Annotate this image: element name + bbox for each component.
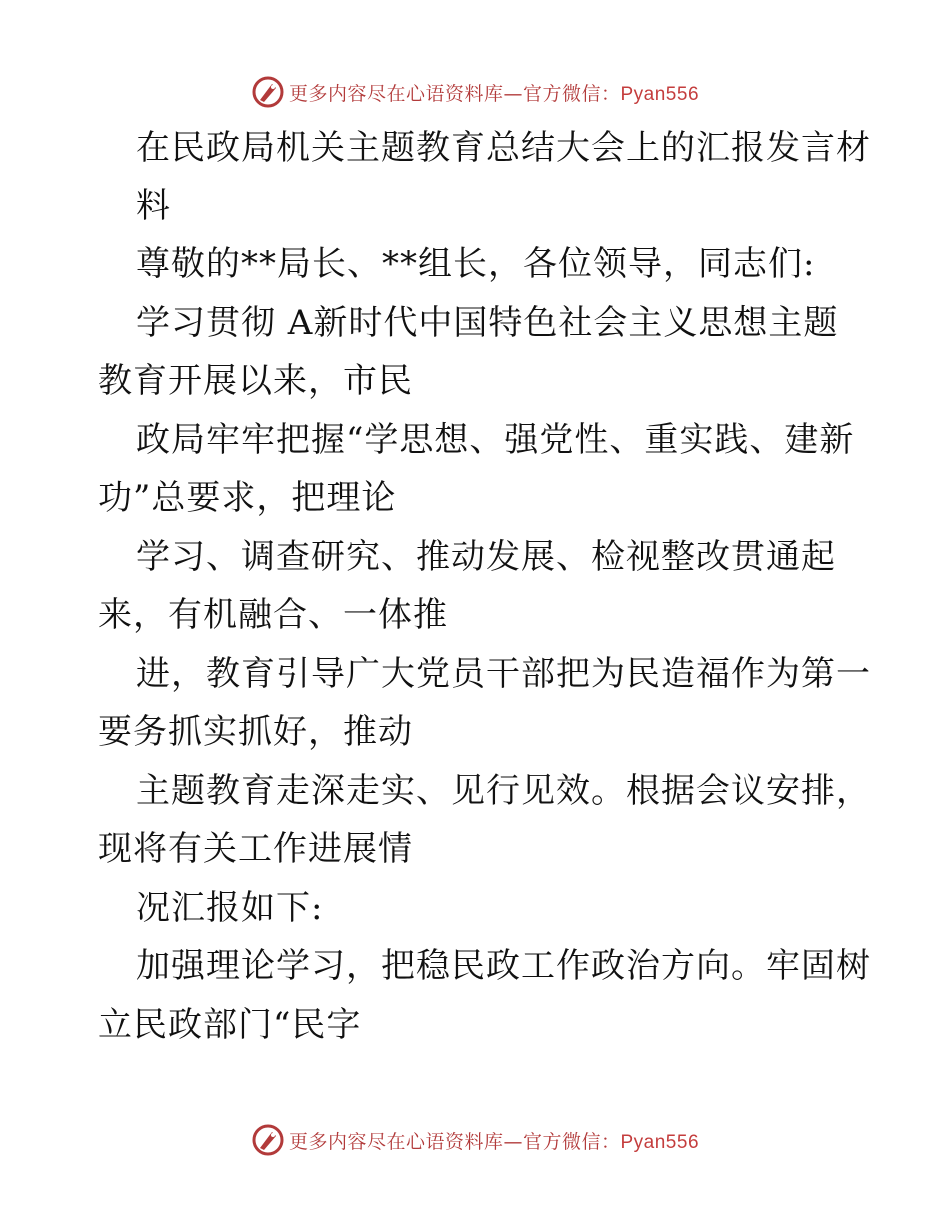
doc-paragraph-line: 学习、调查研究、推动发展、检视整改贯通起	[136, 537, 836, 577]
doc-paragraph-line: 况汇报如下:	[136, 888, 324, 928]
watermark-text: 更多内容尽在心语资料库	[288, 82, 504, 105]
doc-paragraph-line: 政局牢牢把握“学思想、强党性、重实践、建新	[136, 420, 855, 460]
doc-paragraph-line: 加强理论学习，把稳民政工作政治方向。牢固树	[136, 946, 871, 986]
watermark-separator: —	[503, 1130, 523, 1153]
doc-paragraph-line: 来，有机融合、一体推	[98, 595, 448, 635]
doc-paragraph-line: 要务抓实抓好，推动	[98, 712, 413, 752]
doc-salutation: 尊敬的**局长、**组长，各位领导，同志们:	[136, 244, 816, 284]
doc-paragraph-line: 主题教育走深走实、见行见效。根据会议安排，	[136, 771, 871, 811]
watermark-handle: Pyan556	[620, 1131, 700, 1153]
watermark-separator: —	[503, 82, 523, 105]
watermark-text: 更多内容尽在心语资料库	[288, 1130, 504, 1153]
doc-paragraph-line: 教育开展以来，市民	[98, 361, 413, 401]
doc-title-line-2: 料	[136, 186, 171, 226]
doc-paragraph-line: 进，教育引导广大党员干部把为民造福作为第一	[136, 654, 871, 694]
doc-paragraph-line: 立民政部门“民字	[98, 1005, 362, 1045]
watermark-handle: Pyan556	[620, 83, 700, 105]
footer-watermark	[0, 1120, 950, 1160]
doc-title-line-1: 在民政局机关主题教育总结大会上的汇报发言材	[136, 128, 871, 168]
pen-nib-logo-icon	[251, 1123, 285, 1157]
watermark-label: 官方微信：	[522, 1130, 621, 1153]
doc-paragraph-line: 现将有关工作进展情	[98, 829, 413, 869]
doc-paragraph-line: 学习贯彻 A新时代中国特色社会主义思想主题	[136, 303, 839, 343]
doc-paragraph-line: 功”总要求，把理论	[98, 478, 397, 518]
watermark-label: 官方微信：	[522, 82, 621, 105]
